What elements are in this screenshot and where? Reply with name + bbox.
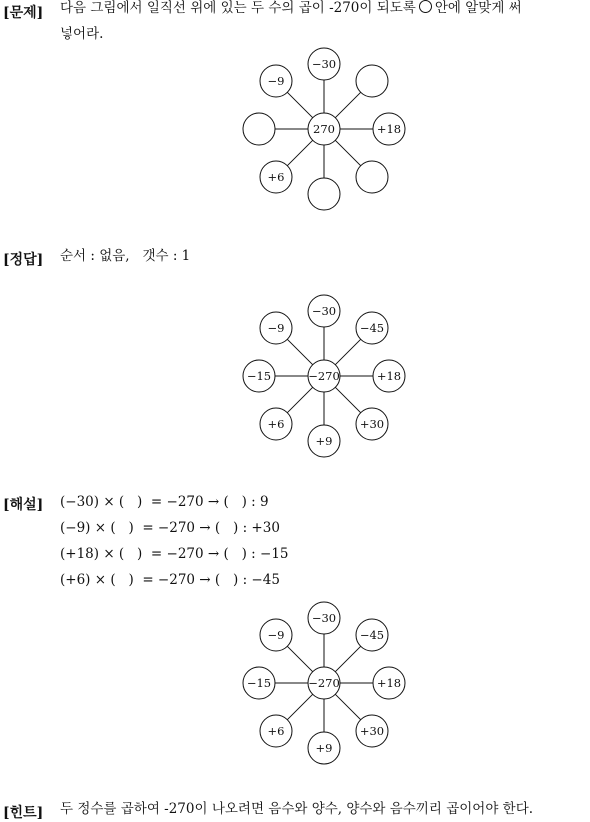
- problem-text-after: 안에 알맞게 써: [434, 0, 522, 16]
- problem-node-n-value: −30: [311, 57, 337, 71]
- answer-node-n-value: −30: [311, 304, 337, 318]
- problem-diagram-group: [243, 48, 405, 210]
- explanation-node-se-value: +30: [359, 723, 385, 738]
- answer-text: 순서 : 없음, 갯수 : 1: [60, 248, 191, 264]
- answer-node-sw-value: +6: [267, 416, 285, 431]
- answer-spoke-se: [335, 387, 360, 412]
- problem-node-w-circle: [243, 113, 275, 145]
- answer-diagram: [0, 270, 590, 470]
- answer-node-ne-value: −45: [359, 321, 385, 336]
- problem-node-nw-value: −9: [267, 74, 285, 89]
- hint-label: [힌트]: [3, 805, 44, 821]
- explanation-spoke-se: [335, 694, 360, 719]
- problem-node-sw-value: +6: [267, 169, 285, 184]
- problem-diagram: [0, 0, 590, 220]
- problem-node-ne-circle: [356, 65, 388, 97]
- explanation-diagram-group: [243, 602, 405, 764]
- answer-spoke-nw: [287, 339, 312, 364]
- problem-node-s-circle: [308, 178, 340, 210]
- explanation-node-s-value: +9: [315, 741, 333, 755]
- explanation-node-ne-value: −45: [359, 628, 385, 643]
- problem-spoke-nw: [287, 92, 312, 117]
- explanation-line-3: (+18) × ( ) = −270 → ( ) : −15: [60, 546, 289, 562]
- explanation-diagram: [0, 590, 590, 780]
- explanation-line-1: (−30) × ( ) = −270 → ( ) : 9: [60, 494, 269, 510]
- explanation-spoke-sw: [287, 694, 312, 719]
- explanation-line-2: (−9) × ( ) = −270 → ( ) : +30: [60, 520, 280, 536]
- problem-node-e-value: +18: [376, 122, 402, 136]
- problem-spoke-ne: [335, 92, 360, 117]
- explanation-spoke-nw: [287, 646, 312, 671]
- answer-label: [정답]: [3, 252, 44, 268]
- answer-node-w-value: −15: [246, 369, 272, 383]
- problem-label: [문제]: [3, 5, 44, 21]
- explanation-node-e-value: +18: [376, 676, 402, 690]
- explanation-node-w-value: −15: [246, 676, 272, 690]
- problem-node-center-value: 270: [313, 122, 335, 136]
- problem-text-before: 다음 그림에서 일직선 위에 있는 두 수의 곱이 -270이 되도록: [60, 0, 416, 16]
- answer-diagram-group: [243, 295, 405, 457]
- hint-text: 두 정수를 곱하여 -270이 나오려면 음수와 양수, 양수와 음수끼리 곱이어야 한다.: [60, 801, 534, 817]
- answer-spoke-ne: [335, 339, 360, 364]
- problem-node-se-circle: [356, 161, 388, 193]
- problem-spoke-se: [335, 140, 360, 165]
- answer-node-s-value: +9: [315, 434, 333, 448]
- explanation-node-sw-value: +6: [267, 723, 285, 738]
- explanation-spoke-ne: [335, 646, 360, 671]
- explanation-node-nw-value: −9: [267, 628, 285, 643]
- explanation-label: [해설]: [3, 497, 44, 513]
- answer-spoke-sw: [287, 387, 312, 412]
- problem-text-line2: 넣어라.: [60, 26, 104, 42]
- answer-node-e-value: +18: [376, 369, 402, 383]
- answer-node-se-value: +30: [359, 416, 385, 431]
- explanation-node-center-value: −270: [308, 676, 340, 690]
- explanation-line-4: (+6) × ( ) = −270 → ( ) : −45: [60, 572, 280, 588]
- problem-spoke-sw: [287, 140, 312, 165]
- answer-node-nw-value: −9: [267, 321, 285, 336]
- answer-node-center-value: −270: [308, 369, 340, 383]
- explanation-node-n-value: −30: [311, 611, 337, 625]
